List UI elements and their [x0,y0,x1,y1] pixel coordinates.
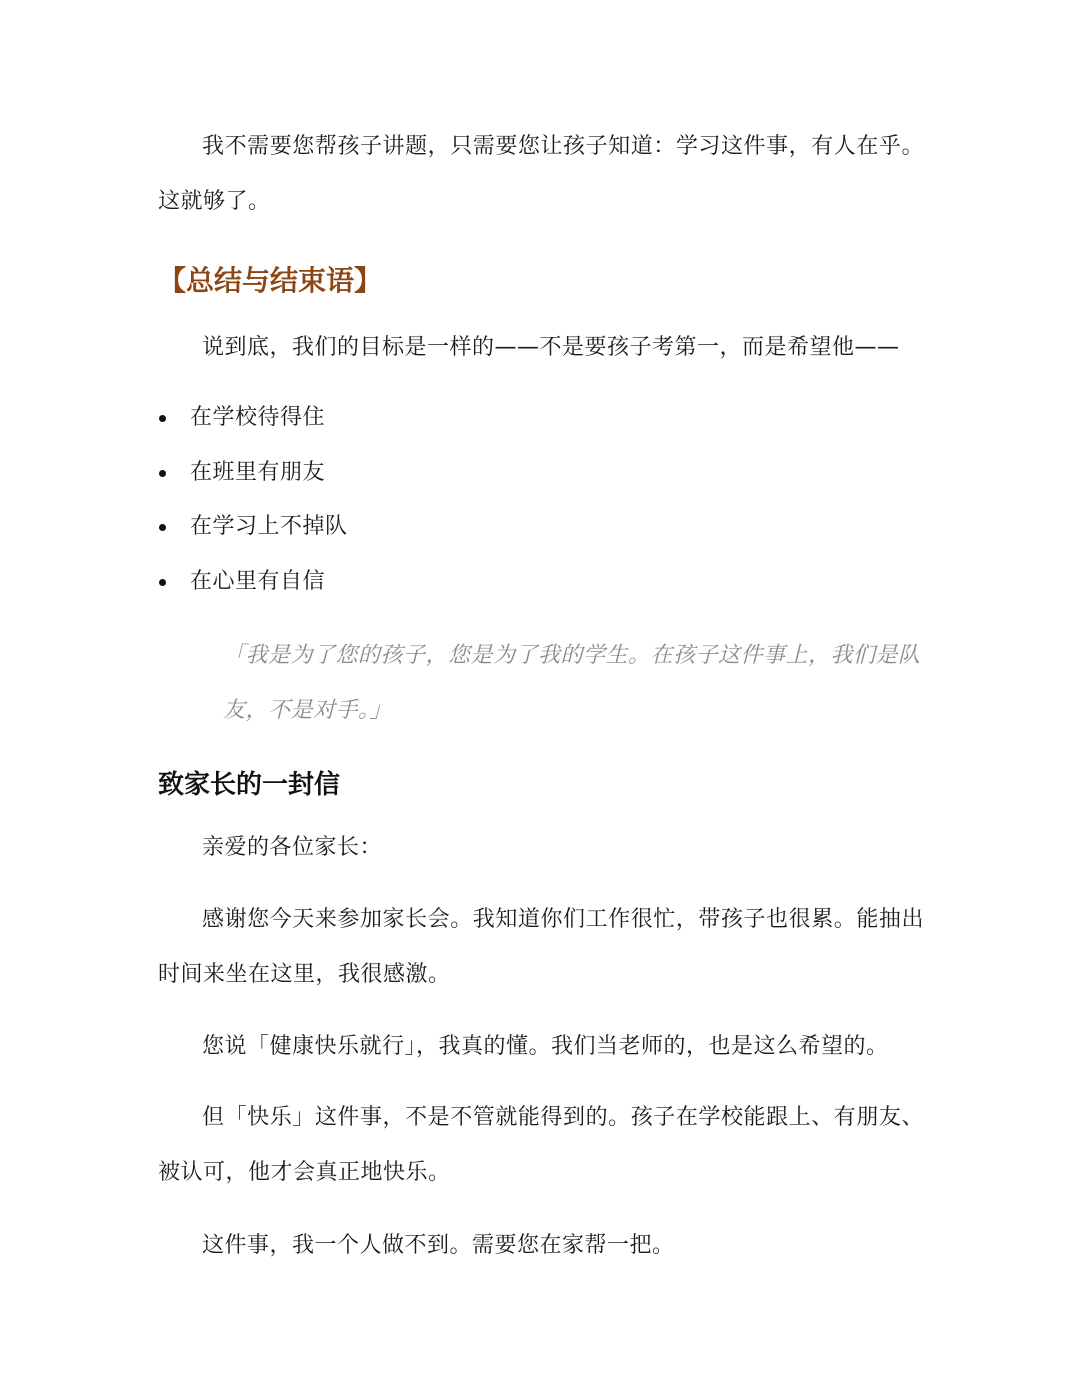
teammate-quote: 「我是为了您的孩子，您是为了我的学生。在孩子这件事上，我们是队友，不是对手。」 [223,643,921,723]
bullet-text: 在学校待得住 [190,405,326,430]
goals-bullet-list [158,391,348,609]
summary-lead-paragraph: 说到底，我们的目标是一样的——不是要孩子考第一，而是希望他—— [202,335,900,360]
bullet-text: 在心里有自信 [190,568,326,594]
list-item [158,446,348,501]
thanks-paragraph: 感谢您今天来参加家长会。我知道你们工作很忙，带孩子也很累。能抽出时间来坐在这里，我很感激。 [158,907,924,987]
help-paragraph: 这件事，我一个人做不到。需要您在家帮一把。 [202,1233,675,1258]
understand-paragraph: 您说「健康快乐就行」，我真的懂。我们当老师的，也是这么希望的。 [202,1034,889,1059]
bullet-text: 在班里有朋友 [190,459,326,485]
bullet-text: 在学习上不掉队 [190,514,348,539]
bullet-icon [159,470,166,477]
happiness-paragraph: 但「快乐」这件事，不是不管就能得到的。孩子在学校能跟上、有朋友、被认可，他才会真正地快乐。 [158,1105,924,1185]
list-item [158,555,348,610]
summary-heading: 【总结与结束语】 [158,264,383,297]
list-item [158,391,348,446]
letter-heading: 致家长的一封信 [158,770,341,800]
intro-paragraph: 我不需要您帮孩子讲题，只需要您让孩子知道：学习这件事，有人在乎。这就够了。 [158,134,924,214]
bullet-icon [159,415,166,422]
bullet-icon [159,579,166,586]
bullet-icon [159,524,166,531]
list-item [158,500,348,555]
salutation-paragraph: 亲爱的各位家长： [202,835,383,860]
